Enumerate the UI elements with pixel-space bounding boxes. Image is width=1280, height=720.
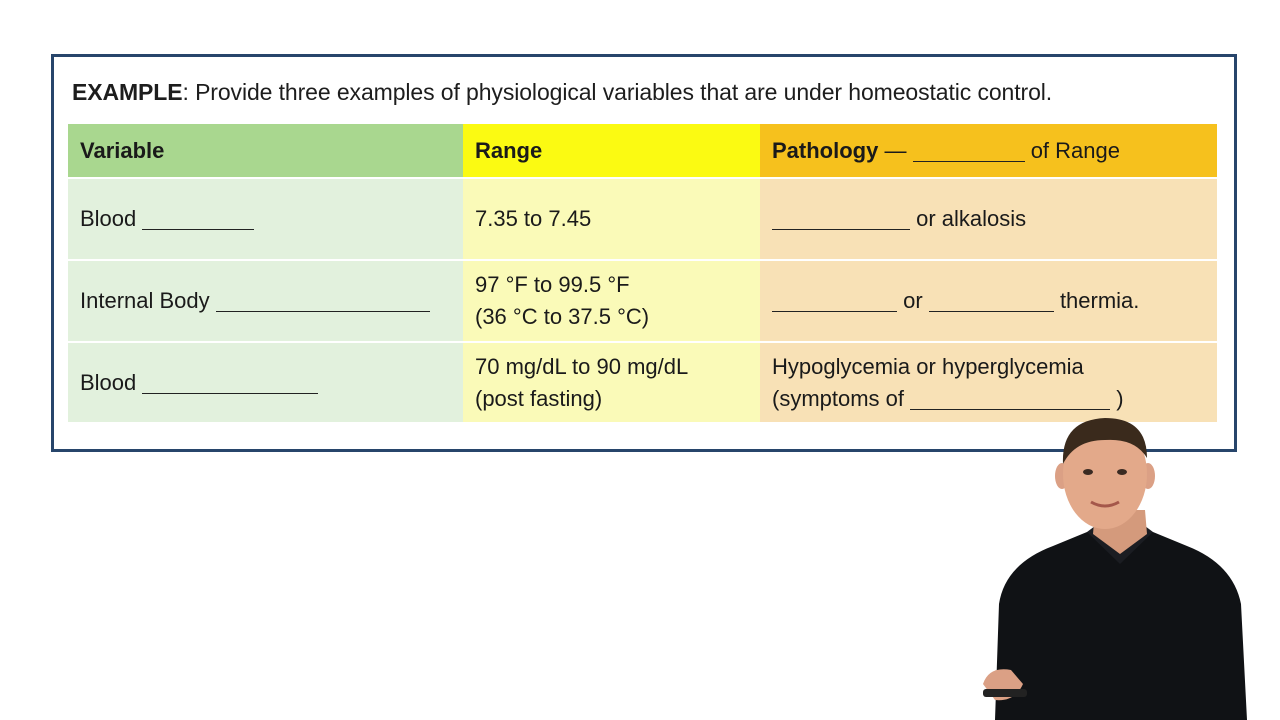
example-label: EXAMPLE [72,79,183,105]
variable-text: Blood [80,369,137,395]
table-row [68,342,1217,422]
range-text-line1: 70 mg/dL to 90 mg/dL [475,353,689,379]
range-text-line2: (36 °C to 37.5 °C) [475,304,650,329]
fill-in-blank [772,289,897,312]
fill-in-blank [913,139,1025,162]
example-box [51,54,1237,452]
cell-pathology [760,260,1217,342]
cell-variable [68,178,463,260]
pathology-or: or [903,288,923,313]
header-pathology-dash: — [878,137,913,163]
cell-pathology [760,178,1217,260]
pathology-text: or alkalosis [916,206,1027,231]
header-pathology-tail: of Range [1024,137,1120,163]
fill-in-blank [772,207,910,230]
range-text: 7.35 to 7.45 [475,206,592,231]
pathology-symptoms-end: ) [1116,385,1124,411]
cell-pathology [760,342,1217,422]
homeostasis-table [68,124,1217,422]
pathology-thermia: thermia. [1059,288,1140,313]
presenter-eye-left [1083,469,1093,475]
range-text-line1: 97 °F to 99.5 °F [475,272,630,297]
cell-variable [68,342,463,422]
fill-in-blank [142,371,318,394]
fill-in-blank [142,207,254,230]
fill-in-blank [216,289,430,312]
cell-range [463,342,760,422]
presenter-marker [983,689,1027,697]
variable-text: Internal Body [80,288,210,313]
header-variable: Variable [68,124,463,178]
presenter-eye-right [1117,469,1127,475]
pathology-symptoms-start: (symptoms of [772,385,905,411]
cell-range [463,178,760,260]
table-header-row [68,124,1217,178]
cell-range [463,260,760,342]
fill-in-blank [929,289,1054,312]
table-row [68,260,1217,342]
example-prompt [72,79,1052,106]
header-range: Range [463,124,760,178]
pathology-text-line1: Hypoglycemia or hyperglycemia [772,353,1084,379]
cell-variable [68,260,463,342]
fill-in-blank [910,387,1110,410]
table-row [68,178,1217,260]
header-pathology [760,124,1217,178]
example-question: : Provide three examples of physiological variables that are under homeostatic control. [182,79,1053,105]
variable-text: Blood [80,206,137,231]
range-text-line2: (post fasting) [475,385,603,411]
header-pathology-label: Pathology [772,137,879,163]
presenter-video [975,414,1265,720]
